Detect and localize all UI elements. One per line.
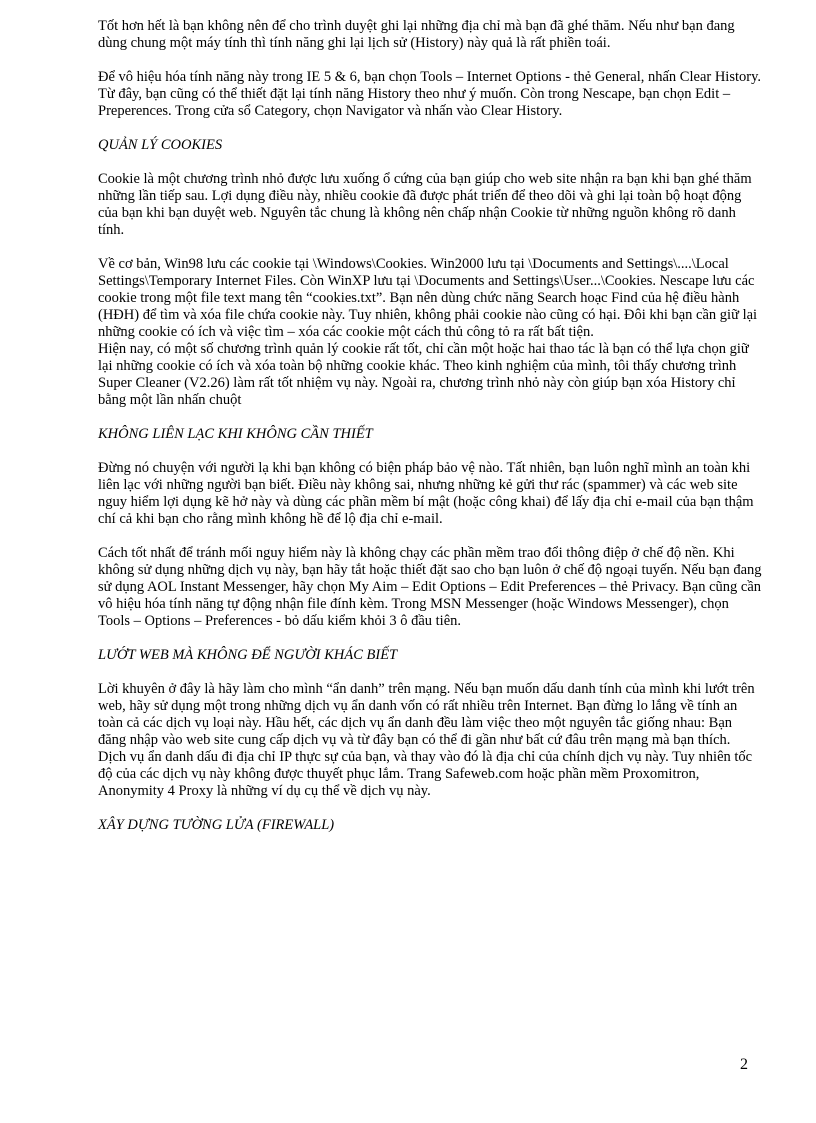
heading-contact: KHÔNG LIÊN LẠC KHI KHÔNG CẦN THIẾT: [98, 426, 373, 442]
heading-anon: LƯỚT WEB MÀ KHÔNG ĐỂ NGƯỜI KHÁC BIẾT: [98, 647, 398, 663]
paragraph-history-1: Tốt hơn hết là bạn không nên để cho trình duyệt ghi lại những địa chỉ mà bạn đã ghé thăm. Nếu như bạn đang dùng chung một máy tính thì tính năng ghi lại lịch sử (History) này quả là rất phiền toái.: [98, 18, 735, 51]
paragraph-cookies-3: Hiện nay, có một số chương trình quản lý cookie rất tốt, chỉ cần một hoặc hai thao tác là bạn có thể lựa chọn giữ lại những cookie có ích và xóa toàn bộ những cookie khác. Theo kinh nghiệm của mình, tôi thấy chương trình Super Cleaner (V2.26) làm rất tốt nhiệm vụ này. Ngoài ra, chương trình nhỏ này còn giúp bạn xóa History chỉ bằng một lần nhấn chuột: [98, 341, 749, 408]
paragraph-contact-1: Đừng nó chuyện với người lạ khi bạn không có biện pháp bảo vệ nào. Tất nhiên, bạn luôn nghĩ mình an toàn khi liên lạc với những người bạn biết. Điều này không sai, nhưng những kẻ gửi thư rác (spammer) và các web site nguy hiểm lợi dụng kẽ hở này và dùng các phần mềm bí mật (hoặc công khai) để lấy địa chỉ e-mail của bạn thậm chí cả khi bạn cho rằng mình không hề để lộ địa chỉ e-mail.: [98, 460, 754, 527]
paragraph-anon-1: Lời khuyên ở đây là hãy làm cho mình “ẩn danh” trên mạng. Nếu bạn muốn dấu danh tính của mình khi lướt trên web, hãy sử dụng một trong những dịch vụ ẩn danh vốn có rất nhiều trên Internet. Bạn đừng lo lắng về tính an toàn cả các dịch vụ loại này. Hầu hết, các dịch vụ ẩn danh đều làm việc theo một nguyên tắc giống nhau: Bạn đăng nhập vào web site cung cấp dịch vụ và từ đây bạn có thể đi gần như bất cứ đâu trên mạng mà bạn thích. Dịch vụ ẩn danh dấu đi địa chỉ IP thực sự của bạn, và thay vào đó là địa chỉ của chính dịch vụ này. Tuy nhiên tốc độ của các dịch vụ này không được thuyết phục lắm. Trang Safeweb.com hoặc phần mềm Proxomitron, Anonymity 4 Proxy là những ví dụ cụ thể về dịch vụ này.: [98, 681, 755, 799]
paragraph-cookies-2: Về cơ bản, Win98 lưu các cookie tại \Windows\Cookies. Win2000 lưu tại \Documents and Settings\....\Local Settings\Temporary Internet Files. Còn WinXP lưu tại \Documents and Settings\User...\Cookies. Nescape lưu các cookie trong một file text mang tên “cookies.txt”. Bạn nên dùng chức năng Search hoạc Find của hệ điều hành (HĐH) để tìm và xóa file chứa cookie này. Tuy nhiên, không phải cookie nào cũng có hại. Đôi khi bạn cần giữ lại những cookie có ích và việc tìm – xóa các cookie một cách thủ công tỏ ra rất bất tiện.: [98, 256, 758, 340]
paragraph-contact-2: Cách tốt nhất để tránh mối nguy hiểm này là không chạy các phần mềm trao đổi thông điệp ở chế độ nền. Khi không sử dụng những dịch vụ này, bạn hãy tắt hoặc thiết đặt sao cho bạn luôn ở chế độ ngoại tuyến. Nếu bạn đang sử dụng AOL Instant Messenger, hãy chọn My Aim – Edit Options – Edit Preferences – thẻ Privacy. Bạn cũng cần vô hiệu hóa tính năng tự động nhận file đính kèm. Trong MSN Messenger (hoặc Windows Messenger), chọn Tools – Options – Preferences - bỏ dấu kiểm khỏi 3 ô đầu tiên.: [98, 545, 762, 629]
heading-cookies: QUẢN LÝ COOKIES: [98, 137, 223, 153]
page-number: 2: [740, 1056, 748, 1073]
paragraph-history-2: Để vô hiệu hóa tính năng này trong IE 5 & 6, bạn chọn Tools – Internet Options - thẻ General, nhấn Clear History. Từ đây, bạn cũng có thể thiết đặt lại tính năng History theo như ý muốn. Còn trong Nescape, bạn chọn Edit – Preperences. Trong cửa sổ Category, chọn Navigator và nhấn vào Clear History.: [98, 69, 762, 119]
heading-firewall: XÂY DỰNG TƯỜNG LỬA (FIREWALL): [98, 817, 335, 833]
document-body: [98, 18, 762, 851]
paragraph-cookies-1: Cookie là một chương trình nhỏ được lưu xuống ổ cứng của bạn giúp cho web site nhận ra bạn khi bạn ghé thăm những lần tiếp sau. Lợi dụng điều này, nhiều cookie đã được phát triển để theo dõi và ghi lại toàn bộ hoạt động của bạn khi bạn duyệt web. Nguyên tắc chung là không nên chấp nhận Cookie từ những nguồn không rõ danh tính.: [98, 171, 752, 238]
